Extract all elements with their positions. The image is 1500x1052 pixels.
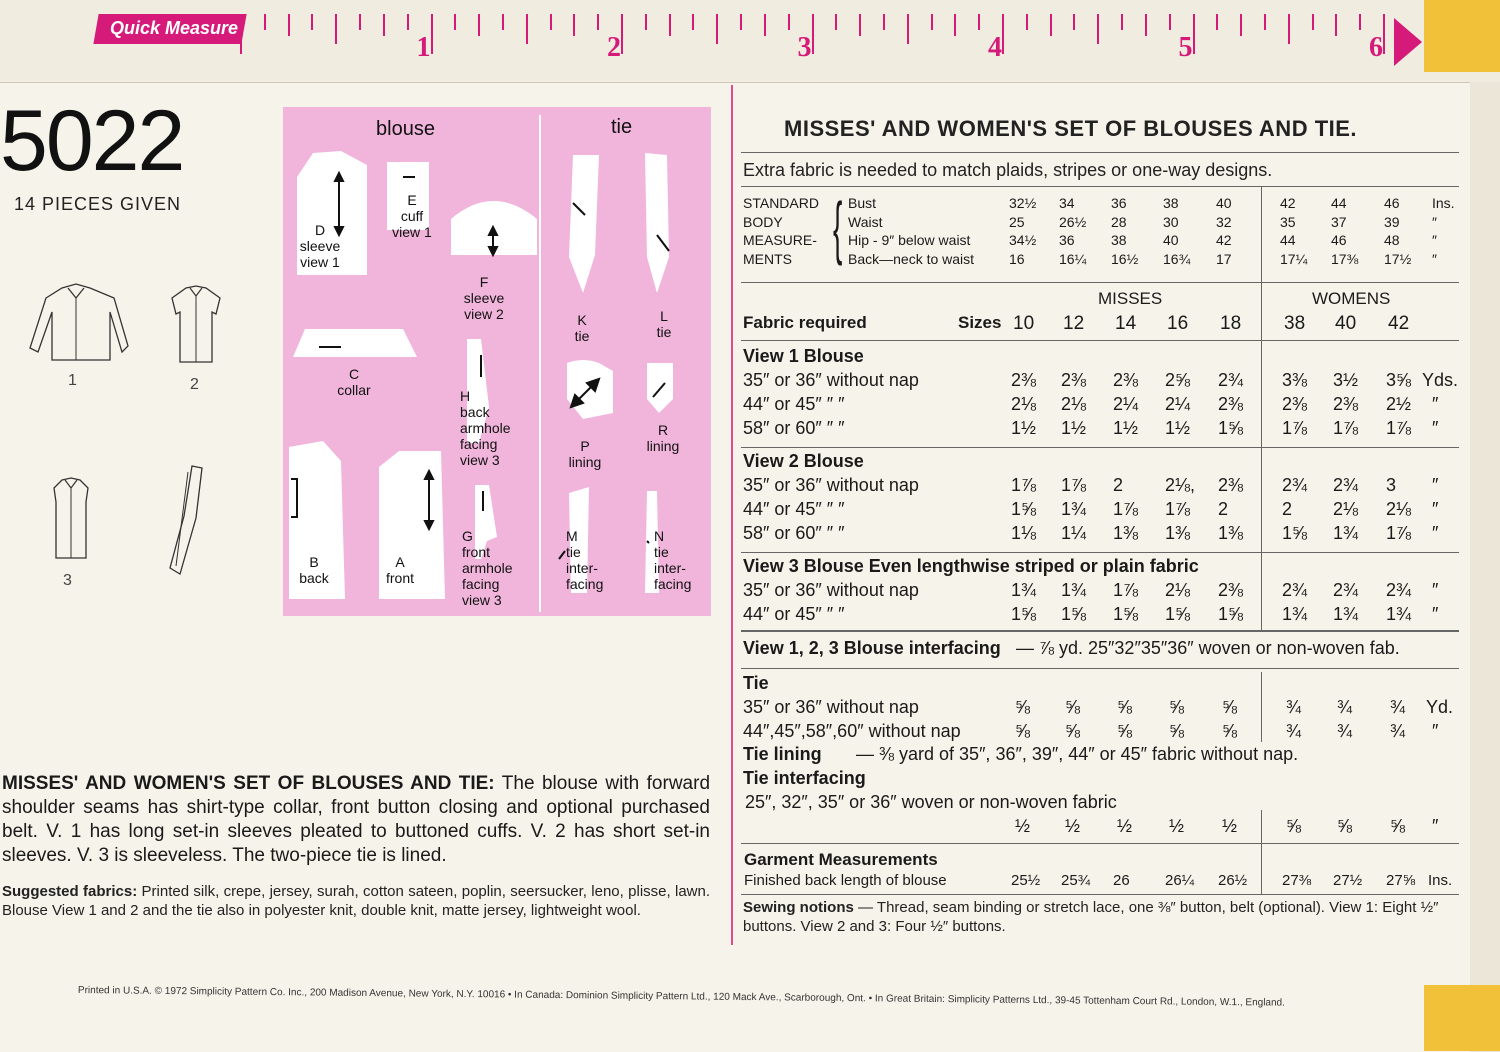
rule [741,630,1459,632]
tie-value: ⅝ [1222,697,1238,717]
body-measure-value: 32½ [1009,195,1037,211]
body-measure-value: 42 [1280,195,1296,211]
yardage-value: 2¼ [1165,394,1191,414]
rule [741,843,1459,844]
ruler-tick [883,14,885,30]
piece-l-label: L tie [656,308,672,340]
unit-label: ″ [1432,475,1439,495]
ruler-tick [1073,14,1075,30]
piece-d-label: D sleeve view 1 [299,222,341,270]
garment-value: 27⅝ [1386,872,1416,889]
body-measure-value: 46 [1384,195,1400,211]
fabrics-heading: Suggested fabrics: [2,883,138,900]
view-3-sketch [46,476,96,568]
view-1-number: 1 [68,372,77,389]
ruler-tick [740,14,742,30]
yardage-value: 2⅜ [1113,370,1139,390]
yardage-value: 1⅞ [1386,523,1412,543]
piece-e-label: E cuff view 1 [392,192,432,240]
body-measure-value: 16¼ [1059,250,1087,267]
body-measure-label: Waist [848,213,883,230]
garment-title: Garment Measurements [744,850,938,869]
std-label: MENTS [743,250,792,267]
ruler-tick [288,14,290,36]
sewing-notions [743,898,1463,936]
yardage-row-label: 44″ or 45″ ″ ″ [743,499,845,519]
tie-value: ⅝ [1015,697,1031,717]
pieces-given: 14 PIECES GIVEN [14,194,182,214]
fabrics-text: Printed silk, crepe, jersey, surah, cotton sateen, poplin, seersucker, leno, plisse, lawn. Blouse View 1 and 2 and the tie also in polyester knit, double knit, matte jersey, lightweight wool. [2,883,711,919]
yardage-value: 1⅞ [1113,499,1139,519]
yardage-row-label: 44″ or 45″ ″ ″ [743,604,845,624]
ruler-number: 6 [1369,32,1383,63]
yardage-value: 2⅛ [1386,499,1412,519]
body-measure-value: 44 [1331,195,1347,211]
ruler-tick [1169,14,1171,30]
description-heading: MISSES' AND WOMEN'S SET OF BLOUSES AND TIE: [2,773,495,794]
yardage-value: 1⅜ [1113,523,1139,543]
ruler-tick [1026,14,1028,30]
rule [741,668,1459,669]
ruler-tick [621,14,623,54]
yardage-value: 1¾ [1333,604,1359,624]
yardage-value: 2⅛, [1165,475,1196,495]
yardage-value: 3 [1386,475,1397,495]
tie-heading: tie [611,116,633,138]
unit-label: Ins. [1432,195,1455,211]
garment-value: 26¼ [1165,872,1195,889]
tie-divider [1261,672,1262,742]
yardage-value: 1¼ [1061,523,1087,543]
ruler-tick [788,14,790,30]
body-measure-value: 40 [1163,232,1179,248]
yardage-value: 1⅝ [1165,604,1191,624]
womens-heading: WOMENS [1312,289,1391,308]
yardage-row-label: 44″ or 45″ ″ ″ [743,394,845,414]
ruler-tick [1050,14,1052,36]
ruler-tick [1121,14,1123,30]
yardage-value: 1¾ [1061,580,1087,600]
tie-interfacing-value: ⅝ [1390,816,1406,836]
yardage-value: 1½ [1113,418,1139,438]
yardage-value: 1⅞ [1165,499,1191,519]
ruler-tick [1288,14,1290,44]
yardage-value: 1⅝ [1218,418,1244,438]
ruler-tick [1335,14,1337,36]
ruler-tick [1097,14,1099,44]
yardage-value: 2⅝ [1165,370,1191,390]
std-label: STANDARD [743,195,819,211]
body-measure-value: 34 [1059,195,1075,211]
interfacing-text: — ⅞ yd. 25″32″35″36″ woven or non-woven fab. [1016,638,1400,658]
body-measure-label: Bust [848,195,877,211]
unit-label: ″ [1432,418,1439,438]
ruler-tick [383,14,385,36]
body-measure-value: 17½ [1384,250,1412,267]
yardage-row-label: 58″ or 60″ ″ ″ [743,523,845,543]
piece-m-label: M tie inter- facing [566,528,604,592]
tie-value: ¾ [1390,697,1406,717]
ruler-number: 1 [416,32,431,63]
body-measure-value: 48 [1384,232,1400,248]
yardage-value: 3⅝ [1386,370,1412,390]
ruler-tick [1383,14,1385,54]
garment-value: 27⅜ [1282,872,1312,889]
tie-value: ⅝ [1117,697,1133,717]
yardage-value: 2¾ [1282,475,1308,495]
piece-g-label: G front armhole facing view 3 [462,528,513,608]
ruler-tick [550,14,552,30]
ruler-tick [407,14,409,30]
ruler-tick [502,14,504,30]
yardage-value: 2⅜ [1218,475,1244,495]
view-2-number: 2 [190,376,199,393]
body-measure-value: 25 [1009,213,1025,230]
ruler-tick [526,14,528,44]
view-title: View 2 Blouse [743,451,864,471]
yardage-value: 1⅞ [1282,418,1308,438]
yardage-value: 3½ [1333,370,1359,390]
body-measure-value: 17¼ [1280,250,1308,267]
body-measure-value: 35 [1280,213,1296,230]
view-title: View 3 Blouse Even lengthwise striped or plain fabric [743,556,1199,576]
tie-interfacing-label: 25″, 32″, 35″ or 36″ woven or non-woven fabric [745,792,1117,812]
yardage-value: 2⅛ [1165,580,1191,600]
yardage-value: 2 [1282,499,1293,519]
garment-description [2,772,710,868]
publisher-footer: Printed in U.S.A. © 1972 Simplicity Pattern Co. Inc., 200 Madison Avenue, New York, N.Y. 10016 • In Canada: Dominion Simplicity Pattern Ltd., 120 Mack Ave., Scarborough, Ont. • In Great Britain: Simplicity Patterns Ltd., 39-45 Tottenham Court Rd., London, W.1., England. [77,985,1285,1009]
ruler-number: 5 [1178,32,1193,63]
yardage-value: 1⅝ [1011,499,1037,519]
unit-label: ″ [1432,816,1439,836]
ruler-tick [335,14,337,44]
ruler-number: 2 [607,32,621,63]
yardage-value: 1⅝ [1218,604,1244,624]
match-note: Extra fabric is needed to match plaids, stripes or one-way designs. [743,160,1273,180]
tie-interfacing-value: ½ [1169,816,1185,836]
body-measure-value: 16 [1009,250,1025,267]
garment-divider [1261,810,1262,894]
unit-label: ″ [1432,523,1439,543]
interfacing-label: View 1, 2, 3 Blouse interfacing [743,638,1001,658]
yellow-tab-bottom [1424,985,1500,1051]
body-measure-value: 36 [1059,232,1075,248]
unit-label: ″ [1432,721,1439,741]
ruler-tick [478,14,480,36]
yardage-value: 1¾ [1282,604,1308,624]
tie-value: ¾ [1286,721,1302,741]
size-header: 14 [1115,313,1137,334]
yardage-row-label: 35″ or 36″ without nap [743,370,919,390]
yardage-value: 1⅞ [1333,418,1359,438]
chart-title: MISSES' AND WOMEN'S SET OF BLOUSES AND TIE. [784,116,1358,141]
rule [741,552,1459,553]
yardage-value: 2⅜ [1011,370,1037,390]
yardage-value: 1½ [1165,418,1191,438]
body-measure-value: 46 [1331,232,1347,248]
ruler-tick [1264,14,1266,30]
measure-ruler [0,0,1500,82]
tie-row-label: 44″,45″,58″,60″ without nap [743,721,961,741]
unit-label: ″ [1432,250,1437,267]
unit-label: ″ [1432,499,1439,519]
notions-text: — Thread, seam binding or stretch lace, one ⅜″ button, belt (optional). View 1: Eight ½″ buttons. View 2 and 3: Four ½″ buttons. [743,899,1439,935]
misses-womens-divider [1261,186,1262,630]
yardage-value: 2⅛ [1061,394,1087,414]
tie-value: ⅝ [1065,721,1081,741]
ruler-tick [431,14,433,54]
ruler-tick [597,14,599,30]
yardage-row-label: 35″ or 36″ without nap [743,475,919,495]
ruler-tick [454,14,456,30]
ruler-tick [1145,14,1147,36]
unit-label: ″ [1432,394,1439,414]
size-header: 38 [1284,313,1306,334]
garment-value: 25½ [1011,872,1041,889]
yardage-value: 2¾ [1333,475,1359,495]
tie-value: ⅝ [1222,721,1238,741]
body-measure-value: 34½ [1009,232,1037,248]
yardage-value: 2¾ [1386,580,1412,600]
unit-label: Yd. [1426,697,1454,717]
yardage-value: 1¾ [1386,604,1412,624]
view-1-sketch [18,282,138,372]
ruler-tick [692,14,694,30]
ruler-tick [931,14,933,30]
yardage-value: 1⅝ [1282,523,1308,543]
ruler-tick [669,14,671,36]
tie-value: ⅝ [1169,721,1185,741]
unit-label: Yds. [1422,370,1459,390]
yardage-value: 2¼ [1113,394,1139,414]
piece-c-label: C collar [337,366,371,398]
yardage-value: 1⅞ [1061,475,1087,495]
yardage-value: 1⅝ [1061,604,1087,624]
tie-row-label: 35″ or 36″ without nap [743,697,919,717]
piece-n-label: N tie inter- facing [654,528,692,592]
ruler-tick [978,14,980,30]
garment-value: 25¾ [1061,872,1091,889]
tie-value: ¾ [1337,721,1353,741]
yardage-value: 2⅛ [1333,499,1359,519]
ruler-tick [764,14,766,36]
rule [741,152,1459,153]
tie-sketch [160,462,212,580]
yardage-value: 2⅜ [1218,580,1244,600]
garment-value: 26 [1113,872,1130,889]
ruler-tick [311,14,313,30]
pattern-number: 5022 [0,93,184,189]
rule [741,186,1459,187]
yardage-value: 1¾ [1333,523,1359,543]
yardage-value: 1¾ [1061,499,1087,519]
ruler-tick [1240,14,1242,36]
yellow-tab-top [1424,0,1500,72]
ruler-tick [1193,14,1195,54]
ruler-tick [240,14,242,54]
fabric-required-label: Fabric required [743,313,867,332]
body-measure-value: 17 [1216,250,1232,267]
body-measure-value: 16½ [1111,250,1139,267]
body-measure-value: 39 [1384,213,1400,230]
tie-value: ¾ [1286,697,1302,717]
ruler-tick [573,14,575,36]
ruler-tick [1002,14,1004,54]
piece-h-label: H back armhole facing view 3 [460,388,511,468]
size-header: 12 [1063,313,1085,334]
body-measure-value: 16¾ [1163,250,1191,267]
column-divider [731,85,733,945]
ruler-tick [835,14,837,30]
yardage-value: 2 [1113,475,1124,495]
piece-r-label: R lining [646,422,680,454]
yardage-value: 2⅛ [1011,394,1037,414]
view-3-number: 3 [63,572,72,589]
yardage-value: 2¾ [1282,580,1308,600]
suggested-fabrics [2,882,710,920]
garment-value: 27½ [1333,872,1363,889]
yardage-value: 2½ [1386,394,1412,414]
ruler-number: 3 [797,32,812,63]
ruler-tick [859,14,861,36]
ruler-tick [954,14,956,36]
tie-title: Tie [743,673,769,693]
ruler-arrow-icon [1394,18,1422,66]
tie-interfacing-value: ⅝ [1286,816,1302,836]
quick-measure-label: Quick Measure [110,18,239,38]
view-2-sketch [166,284,226,374]
yardage-value: 2⅜ [1282,394,1308,414]
body-measure-value: 28 [1111,213,1127,230]
tie-value: ⅝ [1065,697,1081,717]
rule [741,340,1459,341]
size-header: 42 [1388,313,1410,334]
size-header: 40 [1335,313,1357,334]
ruler-tick [716,14,718,44]
ruler-tick [645,14,647,30]
yardage-row-label: 35″ or 36″ without nap [743,580,919,600]
yardage-value: 2⅜ [1061,370,1087,390]
ruler-tick [1359,14,1361,30]
brace: { [833,188,843,266]
yardage-value: 1¾ [1011,580,1037,600]
ruler-tick [359,14,361,30]
yardage-value: 2⅜ [1333,394,1359,414]
yardage-value: 2⅜ [1218,394,1244,414]
yardage-value: 2 [1218,499,1229,519]
yardage-value: 2¾ [1218,370,1244,390]
unit-label: ″ [1432,580,1439,600]
unit-label: Ins. [1428,872,1453,889]
std-label: MEASURE- [743,232,817,248]
body-measure-value: 32 [1216,213,1232,230]
unit-label: ″ [1432,213,1437,230]
body-measure-value: 36 [1111,195,1127,211]
ruler-tick [264,14,266,30]
yardage-value: 3⅜ [1282,370,1308,390]
body-measure-value: 38 [1111,232,1127,248]
ruler-tick [1312,14,1314,30]
rule [741,447,1459,448]
garment-value: 26½ [1218,872,1248,889]
piece-k-label: K tie [574,312,590,344]
tie-interfacing-title: Tie interfacing [743,768,866,788]
tie-value: ⅝ [1117,721,1133,741]
unit-label: ″ [1432,232,1437,248]
misses-heading: MISSES [1098,289,1163,308]
blouse-heading: blouse [376,118,435,140]
yardage-value: 1⅝ [1011,604,1037,624]
tie-value: ⅝ [1015,721,1031,741]
ruler-tick [1216,14,1218,30]
sizes-label: Sizes [958,313,1002,332]
yardage-value: 1½ [1011,418,1037,438]
piece-f-label: F sleeve view 2 [463,274,505,322]
tie-interfacing-value: ⅝ [1337,816,1353,836]
yardage-value: 1½ [1061,418,1087,438]
body-measure-value: 40 [1216,195,1232,211]
yardage-row-label: 58″ or 60″ ″ ″ [743,418,845,438]
piece-b-label: B back [299,554,329,586]
rule [741,282,1459,283]
rule [741,894,1459,895]
notions-label: Sewing notions [743,899,854,916]
tie-value: ⅝ [1169,697,1185,717]
size-header: 18 [1220,313,1242,334]
unit-label: ″ [1432,604,1439,624]
ruler-number: 4 [988,32,1002,63]
view-title: View 1 Blouse [743,346,864,366]
yardage-value: 1⅛ [1011,523,1037,543]
tie-lining-text: — ⅜ yard of 35″, 36″, 39″, 44″ or 45″ fabric without nap. [856,744,1299,764]
body-measure-value: 37 [1331,213,1347,230]
piece-p-label: P lining [568,438,602,470]
body-measure-value: 44 [1280,232,1296,248]
ruler-tick [907,14,909,44]
body-measure-value: 42 [1216,232,1232,248]
description-text: The blouse with forward shoulder seams has shirt-type collar, front button closing and optional purchased belt. V. 1 has long set-in sleeves pleated to buttoned cuffs. V. 2 has short set-in sleeves. V. 3 is sleeveless. The two-piece tie is lined. [2,773,711,866]
body-measure-value: 26½ [1059,213,1087,230]
body-measure-value: 17⅜ [1331,250,1359,267]
tie-interfacing-value: ½ [1117,816,1133,836]
size-header: 10 [1013,313,1035,334]
tie-interfacing-value: ½ [1065,816,1081,836]
std-label: BODY [743,213,783,230]
size-header: 16 [1167,313,1189,334]
tie-interfacing-value: ½ [1015,816,1031,836]
tie-value: ¾ [1390,721,1406,741]
tie-lining-label: Tie lining [743,744,822,764]
ruler-tick [812,14,814,54]
body-measure-value: 30 [1163,213,1179,230]
yardage-value: 2¾ [1333,580,1359,600]
body-measure-label: Hip - 9″ below waist [848,232,971,248]
tie-interfacing-value: ½ [1222,816,1238,836]
yardage-value: 1⅜ [1218,523,1244,543]
piece-a-label: A front [385,554,414,586]
garment-label: Finished back length of blouse [744,872,947,889]
yardage-value: 1⅞ [1011,475,1037,495]
tie-value: ¾ [1337,697,1353,717]
yardage-value: 1⅞ [1113,580,1139,600]
yardage-value: 1⅞ [1386,418,1412,438]
body-measure-value: 38 [1163,195,1179,211]
body-measure-label: Back—neck to waist [848,250,975,267]
yardage-value: 1⅝ [1113,604,1139,624]
yardage-value: 1⅜ [1165,523,1191,543]
